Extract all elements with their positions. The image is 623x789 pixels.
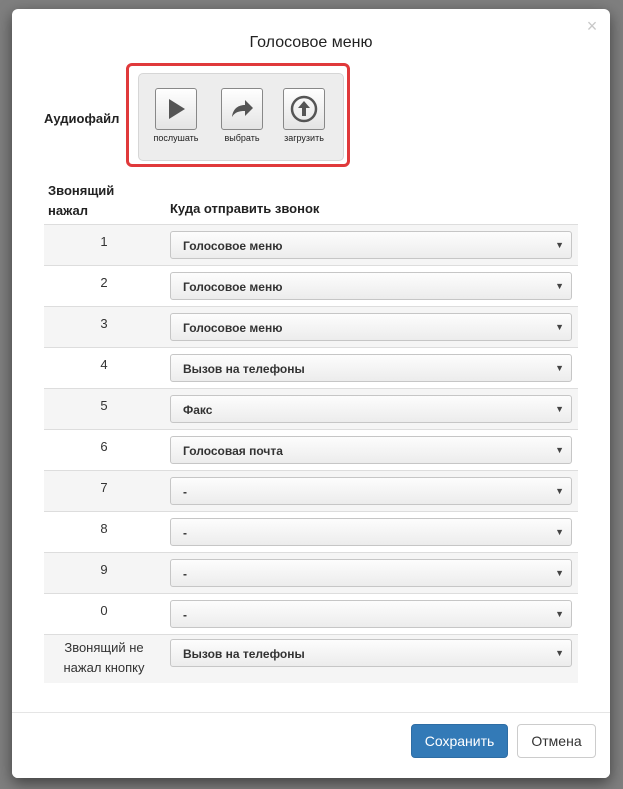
destination-select[interactable] bbox=[170, 477, 572, 505]
key-cell: 9 bbox=[100, 562, 108, 577]
select-value: Голосовая почта bbox=[183, 444, 283, 458]
table-row-no-press bbox=[44, 634, 578, 683]
caret-down-icon: ▼ bbox=[555, 240, 564, 250]
destination-select[interactable] bbox=[170, 354, 572, 382]
select-value: - bbox=[183, 485, 187, 499]
destination-select[interactable] bbox=[170, 395, 572, 423]
table-row bbox=[44, 429, 578, 470]
key-cell: 8 bbox=[100, 521, 108, 536]
table-row bbox=[44, 470, 578, 511]
key-cell: Звонящий не нажал кнопку bbox=[63, 640, 145, 675]
audio-file-label: Аудиофайл bbox=[44, 111, 120, 126]
audio-controls bbox=[138, 73, 344, 161]
listen-button[interactable] bbox=[149, 88, 203, 143]
destination-select[interactable] bbox=[170, 600, 572, 628]
caret-down-icon: ▼ bbox=[555, 281, 564, 291]
caret-down-icon: ▼ bbox=[555, 568, 564, 578]
key-cell: 6 bbox=[100, 439, 108, 454]
destination-select[interactable] bbox=[170, 436, 572, 464]
select-value: Факс bbox=[183, 403, 213, 417]
key-cell: 7 bbox=[100, 480, 108, 495]
caret-down-icon: ▼ bbox=[555, 322, 564, 332]
caret-down-icon: ▼ bbox=[555, 486, 564, 496]
select-value: - bbox=[183, 526, 187, 540]
key-cell: 4 bbox=[100, 357, 108, 372]
caret-down-icon: ▼ bbox=[555, 445, 564, 455]
cancel-button[interactable]: Отмена bbox=[517, 724, 596, 758]
voice-menu-dialog bbox=[12, 9, 610, 778]
key-cell: 5 bbox=[100, 398, 108, 413]
choose-button-label: выбрать bbox=[224, 133, 260, 143]
destination-select[interactable] bbox=[170, 518, 572, 546]
table-row bbox=[44, 593, 578, 634]
key-mapping-table bbox=[44, 224, 578, 683]
destination-select[interactable] bbox=[170, 639, 572, 667]
caret-down-icon: ▼ bbox=[555, 363, 564, 373]
table-row bbox=[44, 265, 578, 306]
select-value: Голосовое меню bbox=[183, 239, 283, 253]
table-row bbox=[44, 511, 578, 552]
choose-button[interactable] bbox=[215, 88, 269, 143]
caret-down-icon: ▼ bbox=[555, 648, 564, 658]
select-value: - bbox=[183, 608, 187, 622]
close-icon[interactable]: × bbox=[586, 16, 598, 36]
key-cell: 1 bbox=[100, 234, 108, 249]
upload-button-label: загрузить bbox=[284, 133, 324, 143]
select-value: Голосовое меню bbox=[183, 280, 283, 294]
upload-icon bbox=[290, 95, 318, 123]
upload-button[interactable] bbox=[277, 88, 331, 143]
dialog-footer bbox=[12, 712, 610, 778]
play-icon bbox=[164, 97, 188, 121]
table-row bbox=[44, 224, 578, 265]
select-value: Голосовое меню bbox=[183, 321, 283, 335]
table-row bbox=[44, 347, 578, 388]
caret-down-icon: ▼ bbox=[555, 404, 564, 414]
destination-select[interactable] bbox=[170, 231, 572, 259]
key-cell: 3 bbox=[100, 316, 108, 331]
destination-select[interactable] bbox=[170, 272, 572, 300]
column-header-destination: Куда отправить звонок bbox=[170, 201, 320, 216]
table-row bbox=[44, 552, 578, 593]
table-row bbox=[44, 388, 578, 429]
select-value: Вызов на телефоны bbox=[183, 647, 305, 661]
key-cell: 2 bbox=[100, 275, 108, 290]
destination-select[interactable] bbox=[170, 313, 572, 341]
column-header-key: Звонящий нажал bbox=[48, 183, 115, 218]
save-button[interactable]: Сохранить bbox=[411, 724, 508, 758]
key-cell: 0 bbox=[100, 603, 108, 618]
caret-down-icon: ▼ bbox=[555, 609, 564, 619]
caret-down-icon: ▼ bbox=[555, 527, 564, 537]
select-value: - bbox=[183, 567, 187, 581]
table-row bbox=[44, 306, 578, 347]
forward-arrow-icon bbox=[229, 97, 255, 121]
select-value: Вызов на телефоны bbox=[183, 362, 305, 376]
listen-button-label: послушать bbox=[153, 133, 199, 143]
destination-select[interactable] bbox=[170, 559, 572, 587]
dialog-title: Голосовое меню bbox=[249, 34, 373, 51]
